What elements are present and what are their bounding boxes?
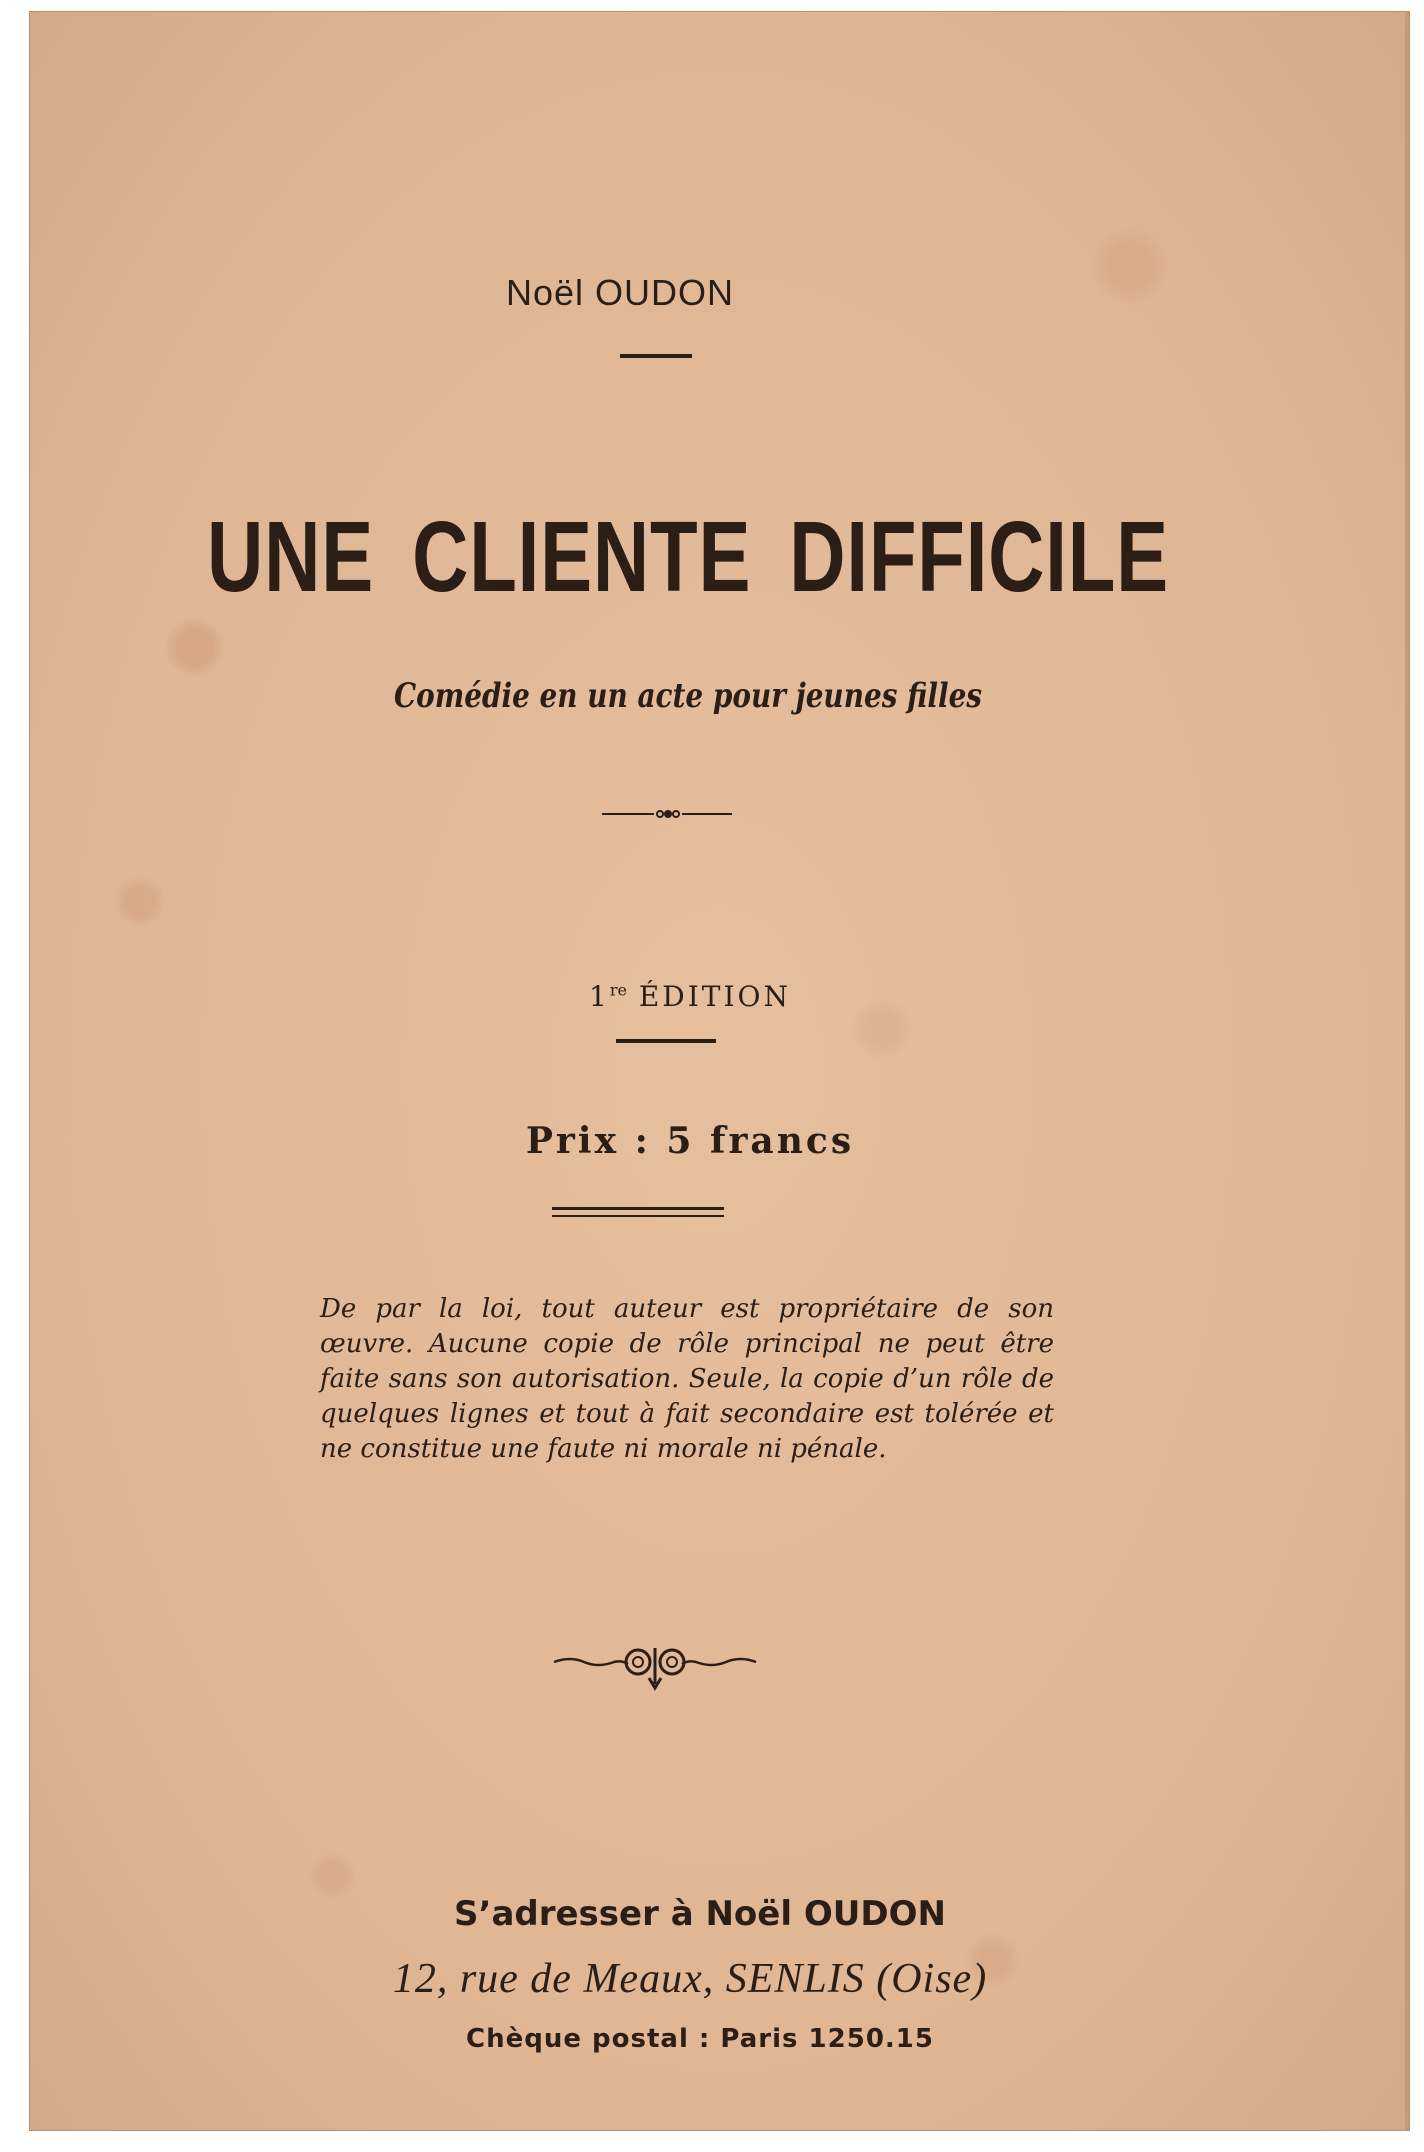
- postal-account: Chèque postal : Paris 1250.15: [466, 2024, 934, 2054]
- scroll-ornament-divider: [550, 1638, 760, 1698]
- edition-superscript: re: [609, 980, 627, 1000]
- book-title: UNE CLIENTE DIFFICILE: [207, 501, 1169, 613]
- author-name: Noël OUDON: [505, 272, 735, 313]
- contact-line-1: S’adresser à Noël OUDON: [454, 1894, 946, 1934]
- small-ornament-divider: [602, 804, 732, 824]
- legal-notice: De par la loi, tout auteur est propriétaire de son œuvre. Aucune copie de rôle principal ne peut être faite sans son autorisation. Seule, la copie d’un rôle de quelques lignes et tout à fait secondaire est tolérée et ne constitue une faute ni morale ni pénale.: [320, 1294, 1054, 1464]
- price-rule-top: [552, 1207, 724, 1210]
- edition-label: [510, 980, 870, 1013]
- contact-address: 12, rue de Meaux, SENLIS (Oise): [392, 1956, 988, 2002]
- edition-number: 1: [589, 980, 610, 1013]
- author-rule: [620, 354, 692, 358]
- book-subtitle: Comédie en un acte pour jeunes filles: [393, 676, 983, 716]
- price-rule-bottom: [552, 1215, 724, 1217]
- book-cover: [30, 12, 1409, 2130]
- edition-text: ÉDITION: [638, 980, 791, 1013]
- edition-rule: [616, 1039, 716, 1043]
- price-label: Prix : 5 francs: [525, 1120, 855, 1162]
